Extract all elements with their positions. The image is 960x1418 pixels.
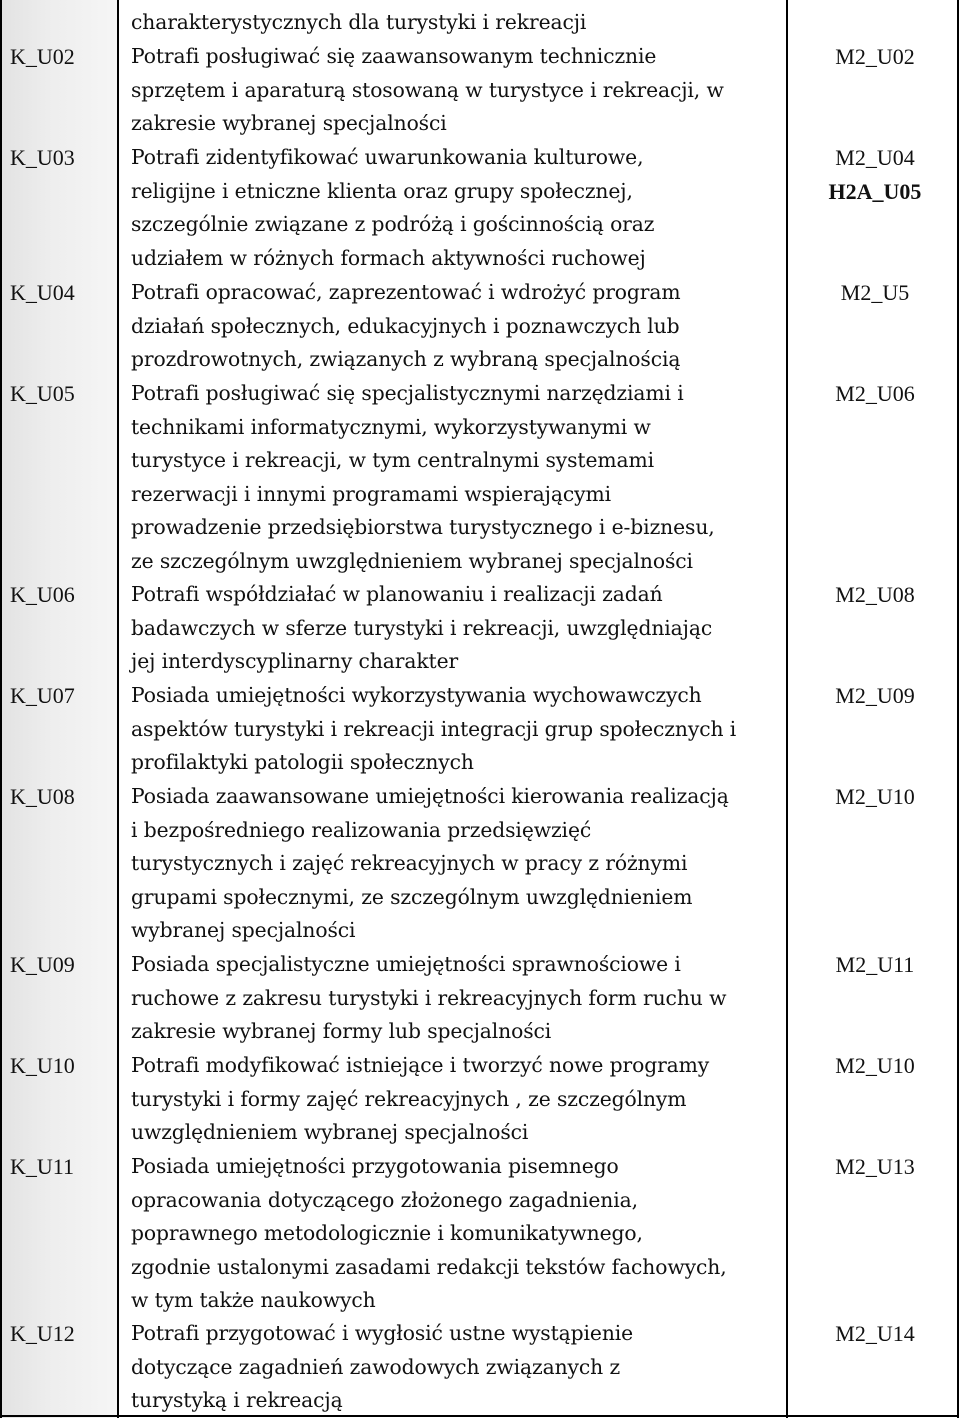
row-code: K_U05 — [10, 381, 75, 406]
row-description: Potrafi opracować, zaprezentować i wdrożyć program działań społecznych, edukacyjnych i poznawczych lub prozdrowotnych, związanych z wybraną specjalnością — [131, 280, 681, 372]
row-reference: M2_U5 — [840, 280, 910, 305]
row-description: Potrafi posługiwać się zaawansowanym technicznie sprzętem i aparaturą stosowaną w turystyce i rekreacji, w zakresie wybranej specjalności — [131, 44, 724, 136]
row-description: Potrafi przygotować i wygłosić ustne wystąpienie dotyczące zagadnień zawodowych związanych z turystyką i rekreacją — [131, 1321, 634, 1413]
row-reference: M2_U02 — [835, 44, 915, 69]
row-reference: M2_U10 — [835, 1053, 915, 1078]
row-reference: M2_U11 — [835, 952, 915, 977]
row-reference: M2_U13 — [835, 1154, 915, 1179]
row-description: Posiada zaawansowane umiejętności kierowania realizacją i bezpośredniego realizowania przedsięwzięć turystycznych i zajęć rekreacyjnych w pracy z różnymi grupami społecznymi, ze szczególnym uwzględnieniem wybranej specjalności — [131, 784, 729, 943]
row-description: Potrafi posługiwać się specjalistycznymi narzędziami i technikami informatycznymi, wykorzystywanymi w turystyce i rekreacji, w tym centralnymi systemami rezerwacji i innymi programami wspierającymi prowadzenie przedsiębiorstwa turystycznego i e-biznesu, ze szczególnym uwzględnieniem wybranej specjalności — [131, 381, 715, 573]
row-code: K_U12 — [10, 1321, 75, 1346]
row-code: K_U06 — [10, 582, 75, 607]
row-reference — [790, 141, 960, 208]
row-code: K_U08 — [10, 784, 75, 809]
row-reference: M2_U08 — [835, 582, 915, 607]
row-code: K_U09 — [10, 952, 75, 977]
reference-code: M2_U04 — [835, 145, 915, 170]
row-code: K_U03 — [10, 145, 75, 170]
row-reference: M2_U09 — [835, 683, 915, 708]
row-description: Posiada umiejętności przygotowania pisemnego opracowania dotyczącego złożonego zagadnienia, poprawnego metodologicznie i komunikatywnego, zgodnie ustalonymi zasadami redakcji tekstów fachowych, w tym także naukowych — [131, 1154, 727, 1313]
row-code: K_U04 — [10, 280, 75, 305]
row-description: Potrafi modyfikować istniejące i tworzyć nowe programy turystyki i formy zajęć rekreacyjnych , ze szczególnym uwzględnieniem wybranej specjalności — [131, 1053, 710, 1145]
row-code: K_U11 — [10, 1154, 74, 1179]
row-reference: M2_U14 — [835, 1321, 915, 1346]
row-description: Potrafi współdziałać w planowaniu i realizacji zadań badawczych w sferze turystyki i rekreacji, uwzględniając jej interdyscyplinarny charakter — [131, 582, 713, 674]
row-code: K_U07 — [10, 683, 75, 708]
row-description: charakterystycznych dla turystyki i rekreacji — [131, 10, 587, 34]
row-reference: M2_U10 — [835, 784, 915, 809]
row-description: Posiada specjalistyczne umiejętności sprawnościowe i ruchowe z zakresu turystyki i rekreacyjnych form ruchu w zakresie wybranej formy lub specjalności — [131, 952, 727, 1044]
column-divider — [786, 0, 788, 1418]
row-description: Potrafi zidentyfikować uwarunkowania kulturowe, religijne i etniczne klienta oraz grupy społecznej, szczególnie związane z podróżą i gościnnością oraz udziałem w różnych formach aktywności ruchowej — [131, 145, 655, 270]
row-code: K_U02 — [10, 44, 75, 69]
row-code: K_U10 — [10, 1053, 75, 1078]
reference-code-secondary: H2A_U05 — [828, 178, 922, 204]
row-reference: M2_U06 — [835, 381, 915, 406]
row-description: Posiada umiejętności wykorzystywania wychowawczych aspektów turystyki i rekreacji integracji grup społecznych i profilaktyki patologii społecznych — [131, 683, 737, 775]
